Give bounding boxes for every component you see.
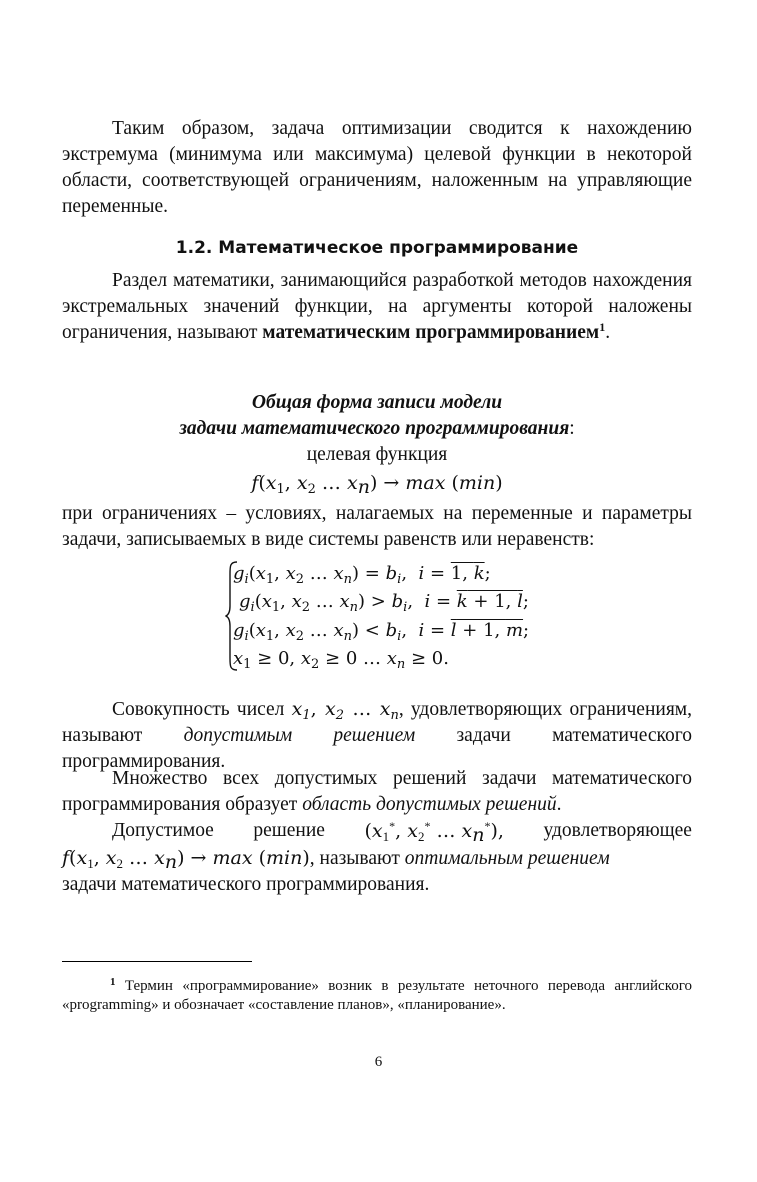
objective-formula: $f(x_1$, $x_2$ … $x_n) \to \max (\min)$ — [251, 472, 503, 498]
feasible-term: допустимым решением — [183, 725, 416, 746]
general-form-colon: : — [569, 418, 575, 439]
region-paragraph — [62, 766, 692, 818]
optimal-word-1: Допустимое — [112, 820, 214, 841]
optimal-line-3: задачи математического программирования. — [62, 874, 430, 895]
optimal-text-mid: , называют — [309, 848, 400, 869]
definition-term: математическим программированием — [262, 322, 600, 343]
constraint-row-1: $g_i(x_1$, $x_2$ … $x_n) = b_i$, i = 1, k; — [233, 563, 491, 587]
constraint-row-3: $g_i(x_1$, $x_2$ … $x_n) < b_i$, i = l + 1, m; — [233, 620, 530, 644]
definition-text: Раздел математики, занимающийся разработкой методов нахождения экстремальных значений функции, на аргументы которой наложены ограничения, называют — [62, 270, 692, 343]
objective-label: целевая функция — [306, 444, 448, 465]
optimal-paragraph — [62, 818, 692, 898]
general-form-title-line2: задачи математического программирования — [179, 418, 570, 439]
optimal-line-2: $f(x_1$, $x_2$ … $x_n) \to \max (\min)$, называют оптимальным решением — [62, 847, 610, 873]
optimal-line-1 — [62, 818, 692, 845]
optimal-word-3: удовлетворяющее — [543, 820, 692, 841]
page-number: 6 — [374, 1054, 383, 1070]
optimal-vector: ($x_1^*$, $x_2^*$ … $x_n^*$), — [364, 819, 504, 846]
intro-paragraph: Таким образом, задача оптимизации сводится к нахождению экстремума (минимума или максимума) целевой функции в некоторой области, соответствующей ограничениям, наложенным на управляющие переменные. — [62, 118, 692, 217]
optimal-term: оптимальным решением — [404, 848, 610, 869]
definition-paragraph — [62, 268, 692, 346]
footnote-text: Термин «программирование» возник в результате неточного перевода английского «programming» и обозначает «составление планов», «планирование». — [62, 978, 692, 1013]
section-heading: 1.2. Математическое программирование — [175, 238, 579, 258]
constraints-paragraph: при ограничениях – условиях, налагаемых на переменные и параметры задачи, записываемых в виде системы равенств или неравенств: — [62, 503, 692, 550]
footnote-number: 1 — [110, 976, 116, 988]
optimal-word-2: решение — [253, 820, 325, 841]
region-text-2: . — [556, 794, 562, 815]
footnote-divider — [62, 961, 252, 962]
region-text-1: Множество всех допустимых решений задачи математического программирования образует — [62, 768, 692, 815]
definition-end: . — [605, 322, 611, 343]
feasible-text-1: Совокупность чисел — [112, 699, 285, 720]
constraint-row-4: $x_1 \ge 0$, $x_2 \ge 0$ … $x_n \ge 0$. — [233, 648, 449, 672]
feasible-text-2: , удовлетворяющих ограничениям, называют — [62, 699, 693, 746]
constraint-row-2: $g_i(x_1$, $x_2$ … $x_n) > b_i$, i = k + 1, l; — [239, 591, 529, 615]
region-term: область допустимых решений — [302, 794, 557, 815]
feasible-paragraph — [62, 696, 692, 775]
feasible-text-3: задачи математического программирования. — [62, 725, 693, 772]
general-form-title — [62, 390, 692, 468]
footnote — [62, 977, 692, 1015]
footnote-ref[interactable]: 1 — [599, 320, 606, 334]
general-form-title-line1: Общая форма записи модели — [251, 392, 503, 413]
feasible-vars: $x_1$, $x_2$ … $x_n$ — [291, 698, 399, 723]
